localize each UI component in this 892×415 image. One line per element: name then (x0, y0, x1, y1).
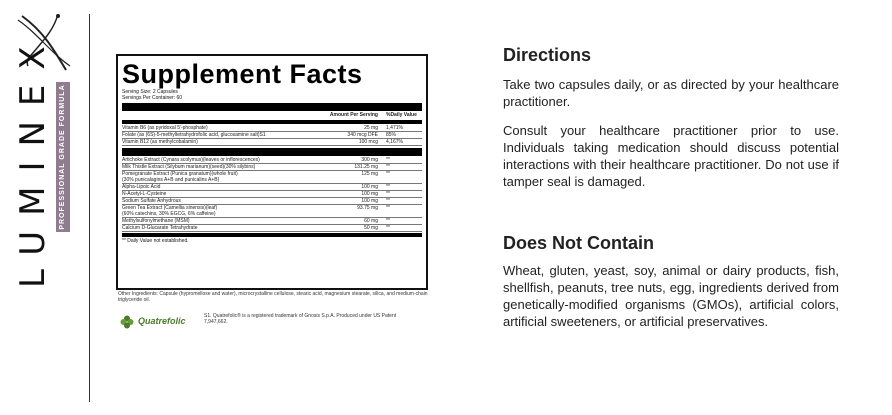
ingredient-name: Pomegranate Extract (Punica granatum)(whole fruit) (122, 171, 238, 177)
facts-title: Supplement Facts (122, 59, 363, 89)
ingredient-subnote: (30% punicalagins A+B and punicalins A+B) (122, 177, 220, 183)
ingredient-name: Methylsulfonylmethane (MSM) (122, 218, 190, 224)
rule-medium (122, 120, 422, 124)
facts-footnote: ** Daily Value not established. (122, 238, 189, 244)
ingredient-name: Artichoke Extract (Cynara scolymus)(leaves or inflorescences) (122, 157, 260, 163)
ingredient-name: Milk Thistle Extract (Silybum marianum)(seed)(30% silybins) (122, 164, 256, 170)
clover-leaf-icon (120, 315, 134, 329)
rule-thick (122, 148, 422, 156)
facts-header (122, 112, 422, 119)
ingredient-dv: ** (386, 164, 390, 170)
ingredient-dv: 1,471% (386, 125, 403, 131)
rule-thick (122, 103, 422, 111)
ingredient-name: Vitamin B6 (as pyridoxal 5'-phosphate) (122, 125, 208, 131)
ingredient-amount: 60 mg (364, 218, 378, 224)
ingredient-dv: ** (386, 171, 390, 177)
facts-group-vitamins (122, 125, 422, 146)
ingredient-name: Vitamin B12 (as methylcobalamin) (122, 139, 198, 145)
ingredient-name: Folate (as (6S)-5-methyltetrahydrofolic acid, glucosamine salt)S1 (122, 132, 266, 138)
brand-wordmark: LUMINEX (13, 31, 53, 288)
divider (89, 14, 90, 402)
brand-sidebar (0, 0, 80, 415)
ingredient-row (122, 198, 422, 205)
quatrefolic-note: S1. Quatrefolic® is a registered trademark of Gnosis S.p.A. Produced under US Patent 7,947,662. (204, 313, 397, 325)
ingredient-row (122, 205, 422, 218)
quatrefolic-logo (120, 313, 190, 329)
ingredient-amount: 300 mg (361, 157, 378, 163)
ingredient-amount: 100 mg (361, 198, 378, 204)
ingredient-amount: 100 mg (361, 184, 378, 190)
ingredient-row (122, 184, 422, 191)
ingredient-row (122, 171, 422, 184)
ingredient-row (122, 191, 422, 198)
supplement-facts-panel (116, 54, 428, 290)
ingredient-dv: ** (386, 218, 390, 224)
ingredient-dv: ** (386, 205, 390, 211)
ingredient-amount: 25 mg (364, 125, 378, 131)
ingredient-dv: ** (386, 225, 390, 231)
other-ingredients: Other Ingredients: Capsule (hypromellose and water), microcrystalline cellulose, stearic acid, magnesium stearate, silica, and medium-chain triglyceride oil. (118, 291, 428, 303)
ingredient-row (122, 125, 422, 132)
ingredient-name: Green Tea Extract (Camellia sinensis)(leaf) (122, 205, 218, 211)
ingredient-amount: 125 mg (361, 171, 378, 177)
ingredient-row (122, 225, 422, 232)
ingredient-name: Alpha-Lipoic Acid (122, 184, 161, 190)
directions-heading: Directions (503, 45, 592, 65)
does-not-contain-heading: Does Not Contain (503, 233, 654, 253)
facts-group-extracts (122, 157, 422, 232)
ingredient-amount: 131.25 mg (354, 164, 378, 170)
ingredient-amount: 50 mg (364, 225, 378, 231)
servings-per-container: Servings Per Container: 60 (122, 95, 183, 101)
ingredient-dv: 85% (386, 132, 397, 138)
ingredient-row (122, 157, 422, 164)
ingredient-amount: 340 mcg DFE (347, 132, 378, 138)
ingredient-row (122, 139, 422, 146)
ingredient-amount: 100 mcg (358, 139, 378, 145)
ingredient-row (122, 164, 422, 171)
info-column (503, 44, 839, 330)
ingredient-dv: ** (386, 198, 390, 204)
warning-text: Consult your healthcare practitioner prior to use. Individuals taking medication should discuss potential interactions with their healthcare practitioner. Do not use if tamper seal is damaged. (503, 123, 839, 189)
quatrefolic-block (118, 312, 428, 332)
ingredient-name: Sodium Sulfate Anhydrous (122, 198, 181, 204)
ingredient-amount: 93.75 mg (357, 205, 378, 211)
does-not-contain-text: Wheat, gluten, yeast, soy, animal or dairy products, fish, shellfish, peanuts, tree nuts, egg, ingredients derived from genetically-modified organisms (GMOs), artificial colors, artificial sweeteners, or artificial preservatives. (503, 263, 839, 329)
ingredient-row (122, 218, 422, 225)
brand-tagline: PROFESSIONAL GRADE FORMULA (56, 82, 70, 232)
ingredient-dv: 4,167% (386, 139, 403, 145)
ingredient-name: N-Acetyl-L-Cysteine (122, 191, 167, 197)
ingredient-dv: ** (386, 191, 390, 197)
rule-medium (122, 233, 422, 237)
directions-text: Take two capsules daily, or as directed by your healthcare practitioner. (503, 77, 839, 109)
ingredient-subnote: (60% catechins, 30% EGCG, 6% caffeine) (122, 211, 216, 217)
col-dv: %Daily Value (386, 112, 417, 118)
ingredient-dv: ** (386, 157, 390, 163)
ingredient-amount: 100 mg (361, 191, 378, 197)
quatrefolic-logo-text: Quatrefolic (138, 316, 186, 326)
serving-size: Serving Size: 2 Capsules (122, 89, 178, 95)
ingredient-row (122, 132, 422, 139)
ingredient-name: Calcium D-Glucarate Tetrahydrate (122, 225, 198, 231)
col-amount: Amount Per Serving (329, 112, 378, 118)
ingredient-dv: ** (386, 184, 390, 190)
other-ingredients-block (118, 291, 428, 303)
